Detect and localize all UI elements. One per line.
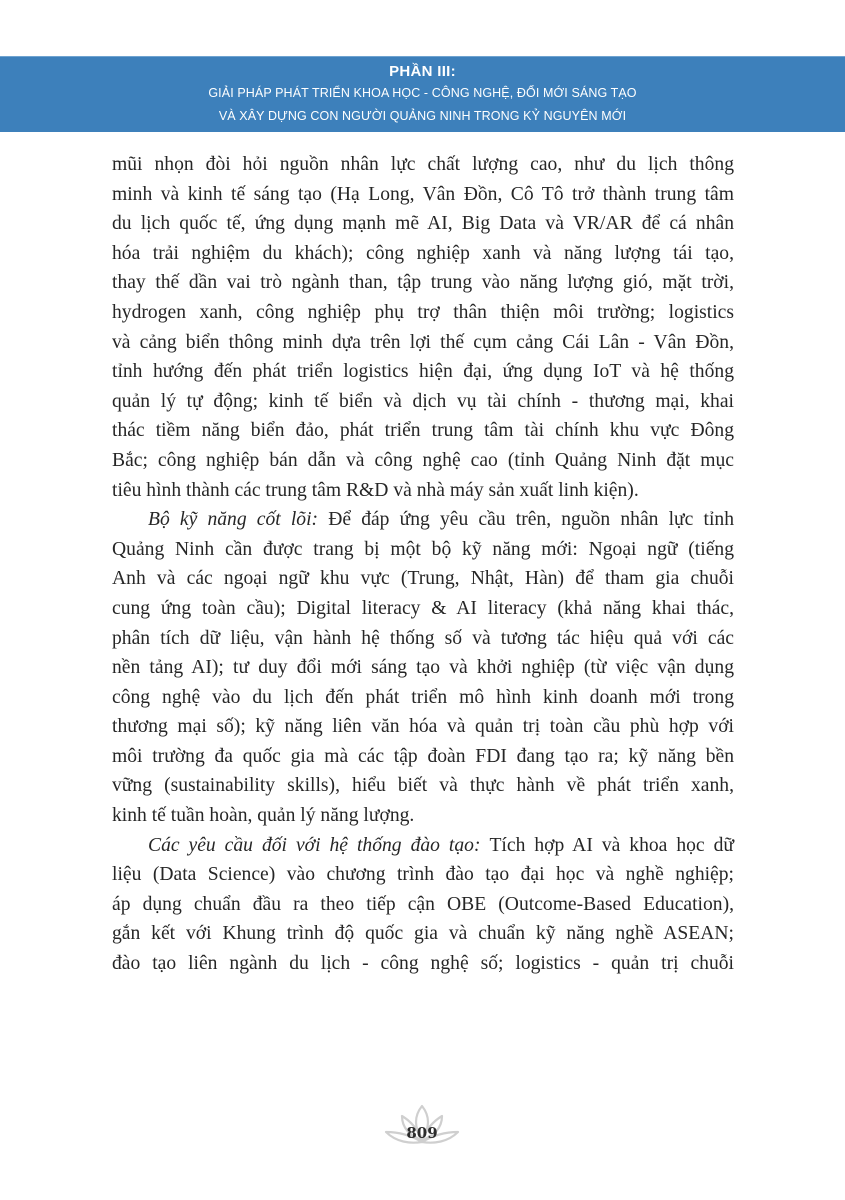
- text-line: vững (sustainability skills), hiểu biết và thực hành về phát triển xanh,: [112, 775, 734, 797]
- text-line: nền tảng AI); tư duy đổi mới sáng tạo và khởi nghiệp (từ việc vận dụng: [112, 657, 734, 679]
- paragraph-text: Tích hợp AI và khoa học dữ: [480, 834, 735, 856]
- text-line: thương mại số); kỹ năng liên văn hóa và quản trị toàn cầu phù hợp với: [112, 716, 734, 738]
- text-line: hóa trải nghiệm du khách); công nghiệp xanh và năng lượng tái tạo,: [112, 242, 734, 264]
- text-line: Anh và các ngoại ngữ khu vực (Trung, Nhật, Hàn) để tham gia chuỗi: [112, 568, 734, 590]
- text-line: công nghệ vào du lịch đến phát triển mô hình kinh doanh mới trong: [112, 686, 734, 708]
- text-line: kinh tế tuần hoàn, quản lý năng lượng.: [112, 805, 415, 827]
- text-line: minh và kinh tế sáng tạo (Hạ Long, Vân Đồn, Cô Tô trở thành trung tâm: [112, 183, 734, 205]
- text-line: đào tạo liên ngành du lịch - công nghệ số; logistics - quản trị chuỗi: [112, 953, 734, 975]
- paragraph-text: Để đáp ứng yêu cầu trên, nguồn nhân lực tỉnh: [318, 509, 734, 531]
- text-line: hydrogen xanh, công nghiệp phụ trợ thân thiện môi trường; logistics: [112, 301, 734, 323]
- section-header-band: [0, 56, 845, 132]
- text-line: Quảng Ninh cần được trang bị một bộ kỹ năng mới: Ngoại ngữ (tiếng: [112, 538, 734, 560]
- text-line: quản lý tự động; kinh tế biển và dịch vụ tài chính - thương mại, khai: [112, 390, 734, 412]
- paragraph-lead-in: Bộ kỹ năng cốt lõi:: [148, 509, 319, 531]
- text-line: áp dụng chuẩn đầu ra theo tiếp cận OBE (Outcome-Based Education),: [112, 893, 734, 915]
- body-text: [112, 150, 734, 979]
- page-footer: [372, 1102, 472, 1152]
- section-title-line-2: VÀ XÂY DỰNG CON NGƯỜI QUẢNG NINH TRONG KỶ NGUYÊN MỚI: [218, 109, 627, 123]
- text-line: môi trường đa quốc gia mà các tập đoàn FDI đang tạo ra; kỹ năng bền: [112, 745, 734, 767]
- text-line: tiêu hình thành các trung tâm R&D và nhà máy sản xuất linh kiện).: [112, 479, 639, 501]
- text-line: [112, 831, 734, 861]
- text-line: du lịch quốc tế, ứng dụng mạnh mẽ AI, Big Data và VR/AR để cá nhân: [112, 213, 734, 235]
- text-line: tỉnh hướng đến phát triển logistics hiện đại, ứng dụng IoT và hệ thống: [112, 361, 734, 383]
- part-title: PHẦN III:: [389, 63, 456, 80]
- text-line: thác tiềm năng biển đảo, phát triển trung tâm tài chính khu vực Đông: [112, 420, 734, 442]
- section-title-line-1: GIẢI PHÁP PHÁT TRIỂN KHOA HỌC - CÔNG NGHỆ, ĐỔI MỚI SÁNG TẠO: [208, 86, 637, 100]
- text-line: và cảng biển thông minh dựa trên lợi thế cụm cảng Cái Lân - Vân Đồn,: [112, 331, 734, 353]
- text-line: thay thế dần vai trò ngành than, tập trung vào năng lượng gió, mặt trời,: [112, 272, 734, 294]
- text-line: cung ứng toàn cầu); Digital literacy & AI literacy (khả năng khai thác,: [112, 597, 734, 619]
- text-line: phân tích dữ liệu, vận hành hệ thống số và tương tác hiệu quả với các: [112, 627, 734, 649]
- paragraph-lead-in: Các yêu cầu đối với hệ thống đào tạo:: [148, 834, 481, 856]
- text-line: Bắc; công nghiệp bán dẫn và công nghệ cao (tỉnh Quảng Ninh đặt mục: [112, 449, 734, 471]
- page-number: 809: [406, 1124, 438, 1142]
- text-line: gắn kết với Khung trình độ quốc gia và chuẩn kỹ năng nghề ASEAN;: [112, 923, 734, 945]
- text-line: liệu (Data Science) vào chương trình đào tạo đại học và nghề nghiệp;: [112, 864, 734, 886]
- text-line: [112, 505, 734, 535]
- text-line: mũi nhọn đòi hỏi nguồn nhân lực chất lượng cao, như du lịch thông: [112, 154, 734, 175]
